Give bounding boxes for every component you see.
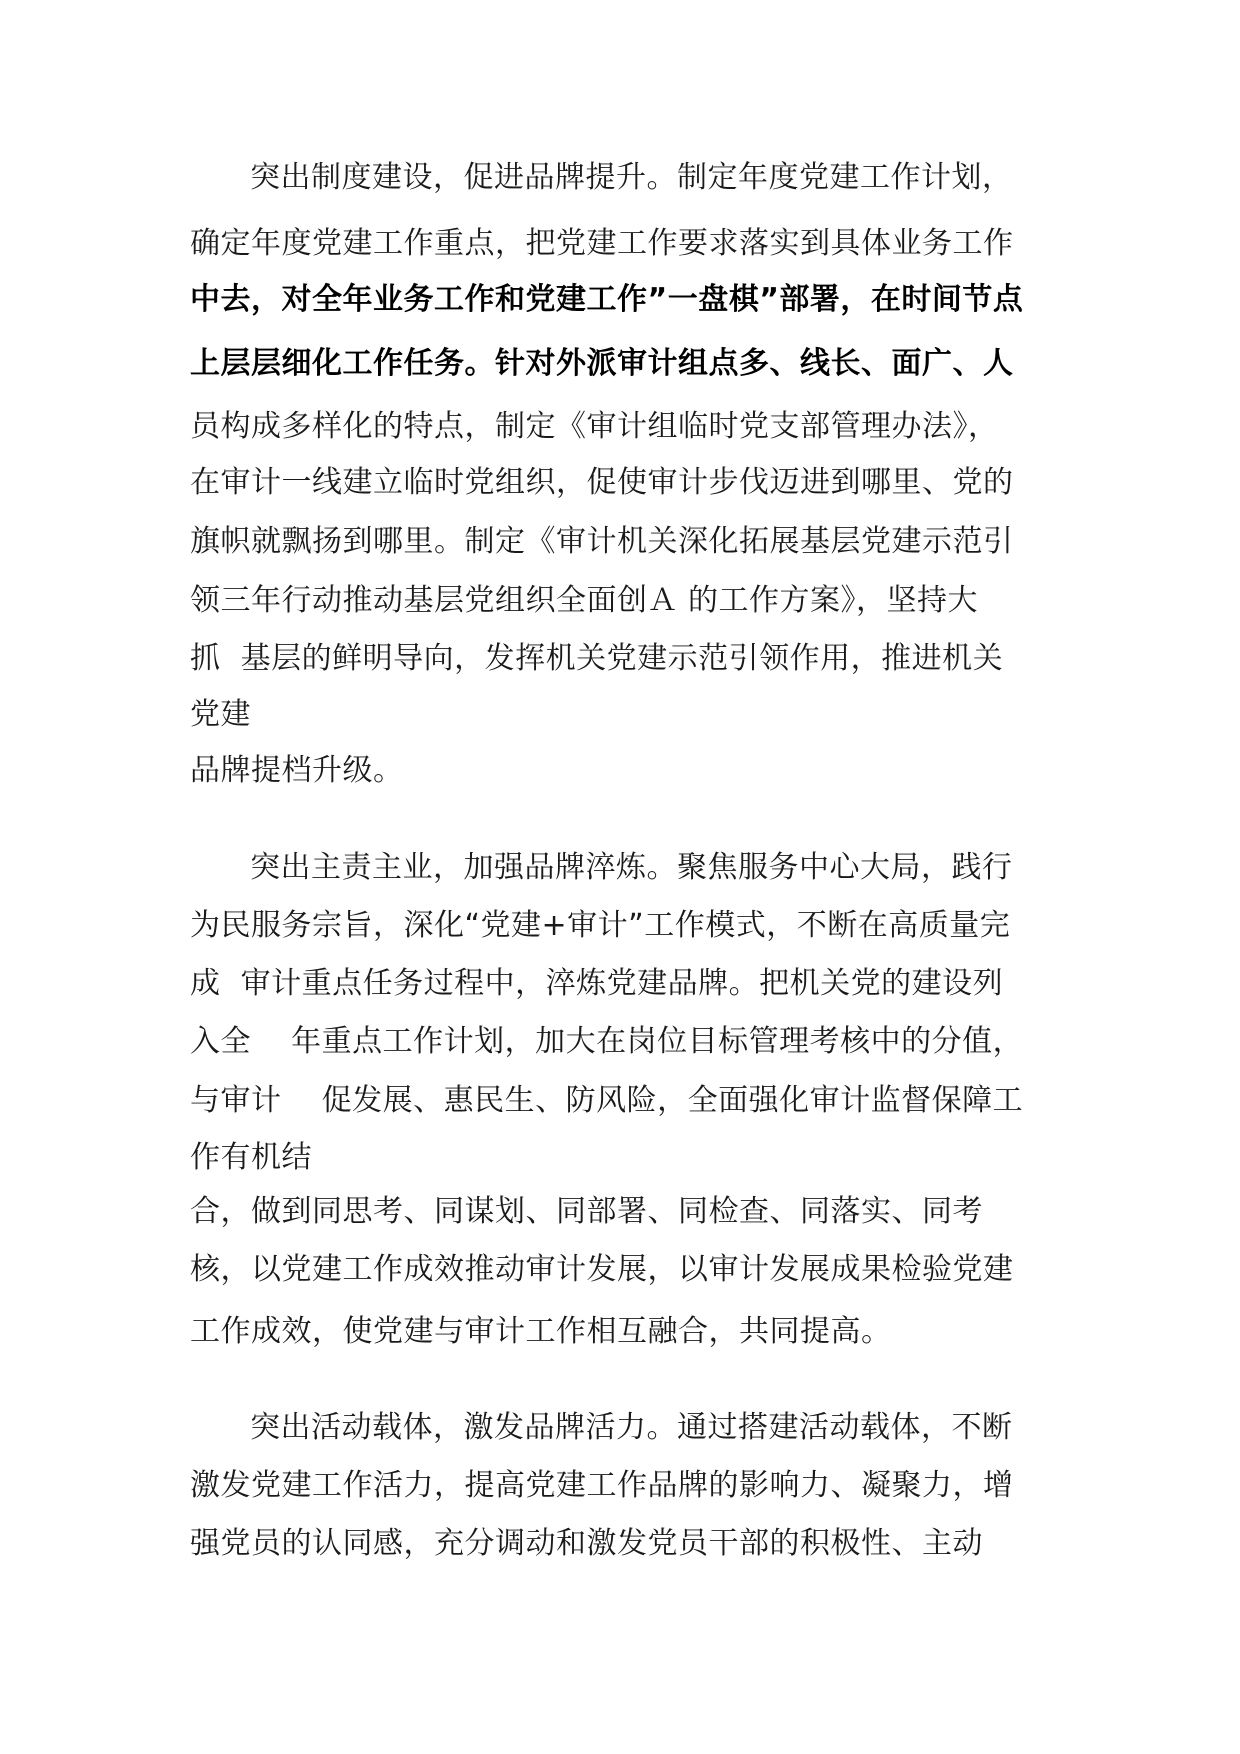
paragraph-line: 核，以党建工作成效推动审计发展，以审计发展成果检验党建 [190, 1252, 1014, 1287]
paragraph-line: 工作成效，使党建与审计工作相互融合，共同提高。 [190, 1314, 892, 1349]
paragraph-line: 为民服务宗旨，深化“党建+审计”工作模式，不断在高质量完 [190, 908, 1011, 943]
paragraph-line: 确定年度党建工作重点，把党建工作要求落实到具体业务工作 [190, 226, 1014, 261]
paragraph-line: 上层层细化工作任务。针对外派审计组点多、线长、面广、人 [190, 346, 1014, 381]
paragraph-line: 成 审计重点任务过程中，淬炼党建品牌。把机关党的建设列 [190, 966, 1004, 1001]
paragraph-line: 品牌提档升级。 [190, 753, 404, 788]
paragraph-line: 与审计 促发展、惠民生、防风险，全面强化审计监督保障工 [190, 1083, 1024, 1118]
paragraph-line: 党建 [190, 697, 251, 732]
paragraph-line: 激发党建工作活力，提高党建工作品牌的影响力、凝聚力，增 [190, 1468, 1014, 1503]
paragraph-line: 员构成多样化的特点，制定《审计组临时党支部管理办法》， [190, 409, 999, 444]
paragraph-line: 在审计一线建立临时党组织，促使审计步伐迈进到哪里、党的 [190, 465, 1014, 500]
paragraph-line: 领三年行动推动基层党组织全面创Ａ 的工作方案》，坚持大 [190, 583, 979, 618]
paragraph-line: 抓 基层的鲜明导向，发挥机关党建示范引领作用，推进机关 [190, 641, 1004, 676]
paragraph-line: 强党员的认同感，充分调动和激发党员干部的积极性、主动 [190, 1526, 983, 1561]
paragraph-line: 突出活动载体，激发品牌活力。通过搭建活动载体，不断 [250, 1410, 1013, 1445]
paragraph-line: 突出制度建设，促进品牌提升。制定年度党建工作计划， [250, 160, 1013, 195]
paragraph-line: 作有机结 [190, 1140, 312, 1175]
paragraph-line: 入全 年重点工作计划，加大在岗位目标管理考核中的分值， [190, 1024, 1024, 1059]
paragraph-line: 合，做到同思考、同谋划、同部署、同检查、同落实、同考 [190, 1194, 983, 1229]
paragraph-line: 中去，对全年业务工作和党建工作”一盘棋”部署，在时间节点 [190, 282, 1024, 317]
paragraph-line: 突出主责主业，加强品牌淬炼。聚焦服务中心大局，践行 [250, 850, 1013, 885]
paragraph-line: 旗帜就飘扬到哪里。制定《审计机关深化拓展基层党建示范引 [190, 524, 1014, 559]
